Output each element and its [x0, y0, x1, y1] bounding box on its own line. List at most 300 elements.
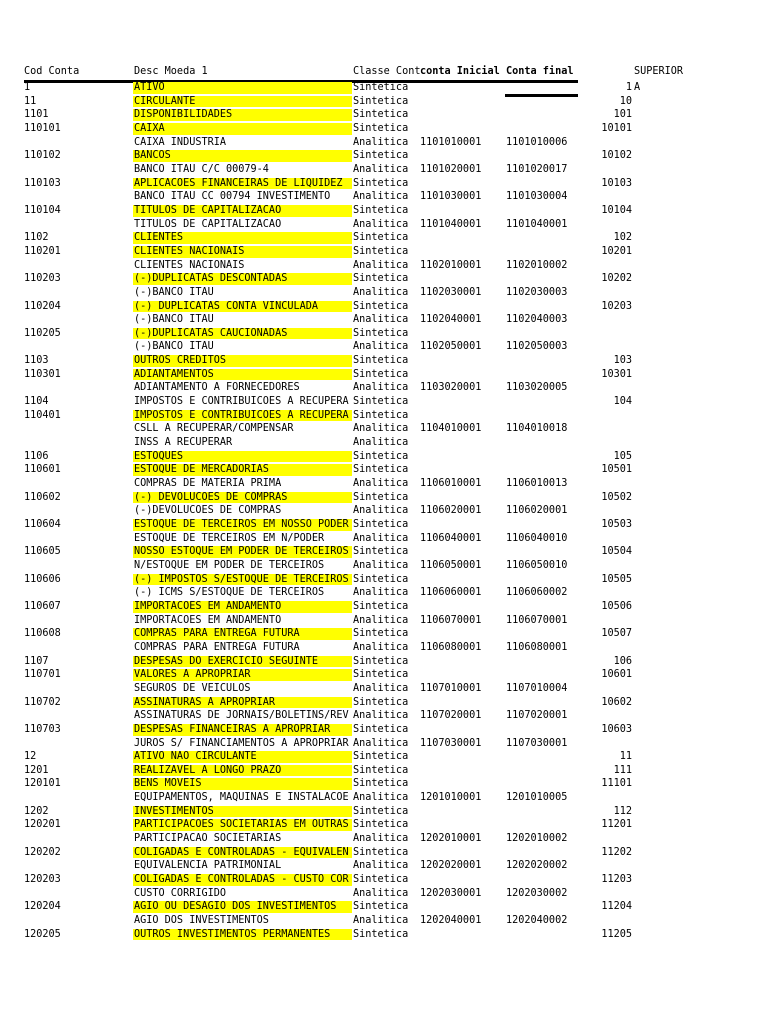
- cod-conta-cell: 120204: [24, 901, 61, 913]
- superior-cell: 1: [625, 82, 632, 93]
- classe-conta-cell: Analitica: [353, 682, 409, 694]
- desc-moeda-cell: COMPRAS PARA ENTREGA FUTURA: [133, 627, 352, 641]
- desc-moeda-cell: CAIXA: [133, 122, 352, 136]
- classe-conta-cell: Sintetica: [353, 355, 409, 367]
- desc-moeda-cell: (-) DUPLICATAS CONTA VINCULADA: [133, 300, 352, 314]
- classe-conta-cell: Analitica: [353, 191, 409, 203]
- table-row: [0, 696, 768, 710]
- conta-inicial-cell: 1102030001: [420, 286, 482, 298]
- conta-inicial-cell: 1101010001: [420, 136, 482, 148]
- desc-moeda-cell: OUTROS INVESTIMENTOS PERMANENTES: [133, 928, 352, 942]
- conta-inicial-cell: 1106020001: [420, 505, 482, 517]
- table-row: [0, 586, 768, 600]
- conta-final-cell: 1104010018: [506, 423, 568, 435]
- classe-conta-cell: Analitica: [353, 259, 409, 271]
- cod-conta-cell: 1101: [24, 109, 49, 121]
- header-superior: SUPERIOR: [634, 66, 684, 77]
- cod-conta-cell: 1: [24, 82, 31, 93]
- cod-conta-cell: 110301: [24, 368, 61, 380]
- table-row: [0, 245, 768, 259]
- conta-final-cell: 1102040003: [506, 314, 568, 326]
- table-row: [0, 491, 768, 505]
- conta-final-cell: 1101030004: [506, 191, 568, 203]
- conta-inicial-cell: 1107020001: [420, 710, 482, 722]
- superior-cell: 102: [613, 232, 632, 244]
- cod-conta-cell: 110701: [24, 669, 61, 681]
- classe-conta-cell: Sintetica: [353, 150, 409, 162]
- superior-flag-cell: A: [634, 82, 641, 93]
- conta-final-cell: 1103020005: [506, 382, 568, 394]
- table-row: [0, 231, 768, 245]
- header-classe-conta: Classe Cont: [353, 66, 421, 77]
- classe-conta-cell: Sintetica: [353, 232, 409, 244]
- desc-moeda-cell: (-)DEVOLUCOES DE COMPRAS: [134, 505, 282, 517]
- classe-conta-cell: Sintetica: [353, 628, 409, 640]
- classe-conta-cell: Analitica: [353, 833, 409, 845]
- classe-conta-cell: Sintetica: [353, 122, 409, 134]
- classe-conta-cell: Sintetica: [353, 764, 409, 776]
- cod-conta-cell: 120203: [24, 874, 61, 886]
- classe-conta-cell: Analitica: [353, 478, 409, 490]
- superior-cell: 103: [613, 355, 632, 367]
- classe-conta-cell: Analitica: [353, 737, 409, 749]
- desc-moeda-cell: (-)BANCO ITAU: [134, 341, 214, 353]
- table-row: [0, 108, 768, 122]
- table-row: [0, 928, 768, 942]
- conta-inicial-cell: 1106050001: [420, 559, 482, 571]
- conta-inicial-cell: 1202040001: [420, 915, 482, 927]
- desc-moeda-cell: APLICACOES FINANCEIRAS DE LIQUIDEZ: [133, 177, 352, 191]
- conta-final-cell: 1106040010: [506, 532, 568, 544]
- table-row: [0, 259, 768, 273]
- conta-inicial-cell: 1202020001: [420, 860, 482, 872]
- superior-cell: 10203: [601, 300, 632, 312]
- table-row: [0, 600, 768, 614]
- classe-conta-cell: Sintetica: [353, 464, 409, 476]
- desc-moeda-cell: NOSSO ESTOQUE EM PODER DE TERCEIROS: [133, 545, 352, 559]
- cod-conta-cell: 120201: [24, 819, 61, 831]
- classe-conta-cell: Sintetica: [353, 696, 409, 708]
- table-row: [0, 818, 768, 832]
- superior-cell: 101: [613, 109, 632, 121]
- desc-moeda-cell: CIRCULANTE: [133, 95, 352, 109]
- cod-conta-cell: 1106: [24, 450, 49, 462]
- conta-final-cell: 1106080001: [506, 641, 568, 653]
- cod-conta-cell: 1103: [24, 355, 49, 367]
- table-row: [0, 614, 768, 628]
- table-row: [0, 450, 768, 464]
- table-row: [0, 627, 768, 641]
- cod-conta-cell: 110608: [24, 628, 61, 640]
- conta-final-cell: 1101020017: [506, 163, 568, 175]
- superior-cell: 10504: [601, 546, 632, 558]
- table-row: [0, 805, 768, 819]
- desc-moeda-cell: DESPESAS DO EXERCICIO SEGUINTE: [133, 655, 352, 669]
- table-row: [0, 477, 768, 491]
- conta-final-cell: 1102030003: [506, 286, 568, 298]
- superior-cell: 10104: [601, 204, 632, 216]
- table-row: [0, 340, 768, 354]
- classe-conta-cell: Analitica: [353, 437, 409, 449]
- conta-final-cell: 1107020001: [506, 710, 568, 722]
- classe-conta-cell: Sintetica: [353, 450, 409, 462]
- classe-conta-cell: Sintetica: [353, 327, 409, 339]
- desc-moeda-cell: CLIENTES NACIONAIS: [134, 259, 245, 271]
- desc-moeda-cell: IMPOSTOS E CONTRIBUICOES A RECUPERA: [134, 396, 349, 408]
- classe-conta-cell: Sintetica: [353, 245, 409, 257]
- cod-conta-cell: 110101: [24, 122, 61, 134]
- table-row: [0, 95, 768, 109]
- desc-moeda-cell: CLIENTES NACIONAIS: [133, 245, 352, 259]
- table-row: [0, 422, 768, 436]
- conta-final-cell: 1106020001: [506, 505, 568, 517]
- classe-conta-cell: Analitica: [353, 341, 409, 353]
- cod-conta-cell: 110604: [24, 519, 61, 530]
- conta-final-cell: 1202020002: [506, 860, 568, 872]
- desc-moeda-cell: ADIANTAMENTOS: [133, 368, 352, 382]
- table-row: [0, 573, 768, 587]
- table-row: [0, 777, 768, 791]
- table-row: [0, 791, 768, 805]
- desc-moeda-cell: ADIANTAMENTO A FORNECEDORES: [134, 382, 300, 394]
- table-row: [0, 409, 768, 423]
- conta-final-cell: 1202040002: [506, 915, 568, 927]
- cod-conta-cell: 110205: [24, 327, 61, 339]
- classe-conta-cell: Sintetica: [353, 273, 409, 285]
- classe-conta-cell: Sintetica: [353, 177, 409, 189]
- superior-cell: 10503: [601, 519, 632, 530]
- conta-inicial-cell: 1103020001: [420, 382, 482, 394]
- desc-moeda-cell: (-)DUPLICATAS DESCONTADAS: [133, 272, 352, 286]
- cod-conta-cell: 1107: [24, 655, 49, 667]
- superior-cell: 10603: [601, 723, 632, 735]
- desc-moeda-cell: IMPOSTOS E CONTRIBUICOES A RECUPERA: [133, 409, 352, 423]
- table-row: [0, 300, 768, 314]
- desc-moeda-cell: EQUIVALENCIA PATRIMONIAL: [134, 860, 282, 872]
- table-row: [0, 641, 768, 655]
- desc-moeda-cell: SEGUROS DE VEICULOS: [134, 682, 251, 694]
- table-row: [0, 532, 768, 546]
- classe-conta-cell: Sintetica: [353, 204, 409, 216]
- classe-conta-cell: Analitica: [353, 860, 409, 872]
- header-conta-inicial: conta Inicial: [420, 66, 500, 77]
- cod-conta-cell: 110702: [24, 696, 61, 708]
- desc-moeda-cell: EQUIPAMENTOS, MAQUINAS E INSTALACOE: [134, 792, 349, 804]
- table-row: [0, 764, 768, 778]
- desc-moeda-cell: ASSINATURAS A APROPRIAR: [133, 696, 352, 710]
- superior-cell: 10102: [601, 150, 632, 162]
- table-row: [0, 286, 768, 300]
- desc-moeda-cell: DESPESAS FINANCEIRAS A APROPRIAR: [133, 723, 352, 737]
- conta-inicial-cell: 1101040001: [420, 218, 482, 230]
- table-row: [0, 846, 768, 860]
- classe-conta-cell: Analitica: [353, 710, 409, 722]
- conta-inicial-cell: 1202030001: [420, 887, 482, 899]
- conta-final-cell: 1101010006: [506, 136, 568, 148]
- desc-moeda-cell: (-) IMPOSTOS S/ESTOQUE DE TERCEIROS: [133, 573, 352, 587]
- desc-moeda-cell: TITULOS DE CAPITALIZACAO: [133, 204, 352, 218]
- header-row: [0, 65, 768, 79]
- table-row: [0, 518, 768, 532]
- conta-inicial-cell: 1201010001: [420, 792, 482, 804]
- superior-cell: 11101: [601, 778, 632, 790]
- classe-conta-cell: Analitica: [353, 792, 409, 804]
- desc-moeda-cell: BANCO ITAU C/C 00079-4: [134, 163, 269, 175]
- table-row: [0, 204, 768, 218]
- classe-conta-cell: Sintetica: [353, 901, 409, 913]
- cod-conta-cell: 1104: [24, 396, 49, 408]
- cod-conta-cell: 110104: [24, 204, 61, 216]
- classe-conta-cell: Sintetica: [353, 396, 409, 408]
- table-row: [0, 190, 768, 204]
- desc-moeda-cell: N/ESTOQUE EM PODER DE TERCEIROS: [134, 559, 325, 571]
- conta-final-cell: 1102050003: [506, 341, 568, 353]
- conta-inicial-cell: 1106010001: [420, 478, 482, 490]
- superior-cell: 10505: [601, 573, 632, 585]
- superior-cell: 10502: [601, 491, 632, 503]
- cod-conta-cell: 110602: [24, 491, 61, 503]
- desc-moeda-cell: (-) ICMS S/ESTOQUE DE TERCEIROS: [134, 587, 325, 599]
- table-row: [0, 655, 768, 669]
- desc-moeda-cell: COLIGADAS E CONTROLADAS - CUSTO COR: [133, 873, 352, 887]
- cod-conta-cell: 11: [24, 95, 37, 107]
- cod-conta-cell: 110201: [24, 245, 61, 257]
- desc-moeda-cell: VALORES A APROPRIAR: [133, 668, 352, 682]
- desc-moeda-cell: AGIO DOS INVESTIMENTOS: [134, 915, 269, 927]
- table-row: [0, 395, 768, 409]
- classe-conta-cell: Analitica: [353, 505, 409, 517]
- header-conta-final: Conta final: [506, 66, 574, 77]
- superior-cell: 10201: [601, 245, 632, 257]
- classe-conta-cell: Sintetica: [353, 819, 409, 831]
- table-row: [0, 368, 768, 382]
- table-row: [0, 668, 768, 682]
- cod-conta-cell: 110605: [24, 546, 61, 558]
- desc-moeda-cell: IMPORTACOES EM ANDAMENTO: [133, 600, 352, 614]
- conta-inicial-cell: 1102010001: [420, 259, 482, 271]
- classe-conta-cell: Analitica: [353, 532, 409, 544]
- desc-moeda-cell: PARTICIPACOES SOCIETARIAS EM OUTRAS: [133, 818, 352, 832]
- conta-inicial-cell: 1102050001: [420, 341, 482, 353]
- account-rows: [0, 81, 768, 941]
- table-row: [0, 545, 768, 559]
- table-row: [0, 859, 768, 873]
- classe-conta-cell: Sintetica: [353, 928, 409, 940]
- desc-moeda-cell: REALIZAVEL A LONGO PRAZO: [133, 764, 352, 778]
- cod-conta-cell: 110601: [24, 464, 61, 476]
- superior-cell: 106: [613, 655, 632, 667]
- superior-cell: 104: [613, 396, 632, 408]
- cod-conta-cell: 110103: [24, 177, 61, 189]
- table-row: [0, 504, 768, 518]
- conta-final-cell: 1201010005: [506, 792, 568, 804]
- superior-cell: 11202: [601, 846, 632, 858]
- cod-conta-cell: 120205: [24, 928, 61, 940]
- desc-moeda-cell: COMPRAS PARA ENTREGA FUTURA: [134, 641, 300, 653]
- conta-final-cell: 1107010004: [506, 682, 568, 694]
- superior-cell: 10103: [601, 177, 632, 189]
- classe-conta-cell: Analitica: [353, 218, 409, 230]
- desc-moeda-cell: (-)BANCO ITAU: [134, 286, 214, 298]
- cod-conta-cell: 110203: [24, 273, 61, 285]
- classe-conta-cell: Analitica: [353, 641, 409, 653]
- superior-cell: 11205: [601, 928, 632, 940]
- cod-conta-cell: 110607: [24, 600, 61, 612]
- desc-moeda-cell: BANCO ITAU CC 00794 INVESTIMENTO: [134, 191, 331, 203]
- desc-moeda-cell: ESTOQUES: [133, 450, 352, 464]
- superior-cell: 112: [613, 805, 632, 817]
- desc-moeda-cell: DISPONIBILIDADES: [133, 108, 352, 122]
- classe-conta-cell: Sintetica: [353, 723, 409, 735]
- table-row: [0, 313, 768, 327]
- table-row: [0, 177, 768, 191]
- desc-moeda-cell: ESTOQUE DE TERCEIROS EM N/PODER: [134, 532, 325, 544]
- conta-final-cell-border: [505, 94, 578, 97]
- desc-moeda-cell: (-)BANCO ITAU: [134, 314, 214, 326]
- conta-inicial-cell: 1106080001: [420, 641, 482, 653]
- conta-inicial-cell: 1104010001: [420, 423, 482, 435]
- cod-conta-cell: 110102: [24, 150, 61, 162]
- desc-moeda-cell: OUTROS CREDITOS: [133, 354, 352, 368]
- superior-cell: 10: [619, 95, 632, 107]
- table-row: [0, 136, 768, 150]
- cod-conta-cell: 120101: [24, 778, 61, 790]
- superior-cell: 10507: [601, 628, 632, 640]
- classe-conta-cell: Sintetica: [353, 573, 409, 585]
- desc-moeda-cell: PARTICIPACAO SOCIETARIAS: [134, 833, 282, 845]
- conta-final-cell: 1106060002: [506, 587, 568, 599]
- superior-cell: 111: [613, 764, 632, 776]
- cod-conta-cell: 110204: [24, 300, 61, 312]
- table-row: [0, 163, 768, 177]
- classe-conta-cell: Sintetica: [353, 95, 409, 107]
- table-row: [0, 149, 768, 163]
- table-row: [0, 218, 768, 232]
- superior-cell: 11201: [601, 819, 632, 831]
- cod-conta-cell: 1201: [24, 764, 49, 776]
- superior-cell: 10501: [601, 464, 632, 476]
- table-row: [0, 750, 768, 764]
- superior-cell: 10601: [601, 669, 632, 681]
- desc-moeda-cell: INSS A RECUPERAR: [134, 437, 233, 449]
- classe-conta-cell: Analitica: [353, 887, 409, 899]
- classe-conta-cell: Sintetica: [353, 546, 409, 558]
- conta-final-cell: 1102010002: [506, 259, 568, 271]
- conta-final-cell: 1202010002: [506, 833, 568, 845]
- table-row: [0, 381, 768, 395]
- table-row: [0, 723, 768, 737]
- classe-conta-cell: Sintetica: [353, 600, 409, 612]
- conta-final-cell: 1107030001: [506, 737, 568, 749]
- conta-inicial-cell: 1102040001: [420, 314, 482, 326]
- superior-cell: 11203: [601, 874, 632, 886]
- desc-moeda-cell: AGIO OU DESAGIO DOS INVESTIMENTOS: [133, 900, 352, 914]
- conta-inicial-cell: 1107010001: [420, 682, 482, 694]
- desc-moeda-cell: IMPORTACOES EM ANDAMENTO: [134, 614, 282, 626]
- classe-conta-cell: Sintetica: [353, 805, 409, 817]
- classe-conta-cell: Sintetica: [353, 519, 409, 530]
- conta-inicial-cell: 1202010001: [420, 833, 482, 845]
- cod-conta-cell: 12: [24, 751, 37, 763]
- superior-cell: 11204: [601, 901, 632, 913]
- classe-conta-cell: Analitica: [353, 559, 409, 571]
- table-row: [0, 81, 768, 95]
- classe-conta-cell: Analitica: [353, 286, 409, 298]
- desc-moeda-cell: BANCOS: [133, 149, 352, 163]
- superior-cell: 10101: [601, 122, 632, 134]
- conta-inicial-cell: 1107030001: [420, 737, 482, 749]
- desc-moeda-cell: CUSTO CORRIGIDO: [134, 887, 227, 899]
- cod-conta-cell: 1202: [24, 805, 49, 817]
- superior-cell: 10301: [601, 368, 632, 380]
- cod-conta-cell: 1102: [24, 232, 49, 244]
- classe-conta-cell: Sintetica: [353, 109, 409, 121]
- header-cod-conta: Cod Conta: [24, 66, 80, 77]
- superior-cell: 10506: [601, 600, 632, 612]
- classe-conta-cell: Sintetica: [353, 300, 409, 312]
- conta-final-cell: 1101040001: [506, 218, 568, 230]
- conta-final-cell: 1202030002: [506, 887, 568, 899]
- desc-moeda-cell: TITULOS DE CAPITALIZACAO: [134, 218, 282, 230]
- table-row: [0, 873, 768, 887]
- table-row: [0, 832, 768, 846]
- table-row: [0, 327, 768, 341]
- classe-conta-cell: Sintetica: [353, 409, 409, 421]
- desc-moeda-cell: INVESTIMENTOS: [133, 805, 352, 819]
- desc-moeda-cell: ATIVO NAO CIRCULANTE: [133, 750, 352, 764]
- desc-moeda-cell: ESTOQUE DE TERCEIROS EM NOSSO PODER: [133, 518, 352, 532]
- classe-conta-cell: Analitica: [353, 163, 409, 175]
- table-row: [0, 900, 768, 914]
- desc-moeda-cell: ATIVO: [133, 81, 352, 95]
- classe-conta-cell: Sintetica: [353, 751, 409, 763]
- classe-conta-cell: Analitica: [353, 382, 409, 394]
- superior-cell: 10202: [601, 273, 632, 285]
- classe-conta-cell: Sintetica: [353, 778, 409, 790]
- table-row: [0, 887, 768, 901]
- superior-cell: 105: [613, 450, 632, 462]
- conta-inicial-cell: 1106070001: [420, 614, 482, 626]
- table-row: [0, 272, 768, 286]
- conta-inicial-cell: 1106060001: [420, 587, 482, 599]
- classe-conta-cell: Sintetica: [353, 82, 409, 93]
- desc-moeda-cell: (-)DUPLICATAS CAUCIONADAS: [133, 327, 352, 341]
- table-row: [0, 436, 768, 450]
- classe-conta-cell: Sintetica: [353, 846, 409, 858]
- cod-conta-cell: 110401: [24, 409, 61, 421]
- table-row: [0, 122, 768, 136]
- table-row: [0, 463, 768, 477]
- desc-moeda-cell: JUROS S/ FINANCIAMENTOS A APROPRIAR: [134, 737, 349, 749]
- table-row: [0, 737, 768, 751]
- desc-moeda-cell: CAIXA INDUSTRIA: [134, 136, 227, 148]
- classe-conta-cell: Analitica: [353, 915, 409, 927]
- classe-conta-cell: Analitica: [353, 587, 409, 599]
- desc-moeda-cell: CSLL A RECUPERAR/COMPENSAR: [134, 423, 294, 435]
- desc-moeda-cell: COMPRAS DE MATERIA PRIMA: [134, 478, 282, 490]
- classe-conta-cell: Sintetica: [353, 874, 409, 886]
- table-row: [0, 354, 768, 368]
- header-desc-moeda: Desc Moeda 1: [134, 66, 208, 77]
- desc-moeda-cell: ESTOQUE DE MERCADORIAS: [133, 463, 352, 477]
- classe-conta-cell: Analitica: [353, 136, 409, 148]
- cod-conta-cell: 110703: [24, 723, 61, 735]
- classe-conta-cell: Analitica: [353, 314, 409, 326]
- conta-inicial-cell: 1101030001: [420, 191, 482, 203]
- desc-moeda-cell: ASSINATURAS DE JORNAIS/BOLETINS/REV: [134, 710, 349, 722]
- desc-moeda-cell: COLIGADAS E CONTROLADAS - EQUIVALEN: [133, 846, 352, 860]
- table-row: [0, 709, 768, 723]
